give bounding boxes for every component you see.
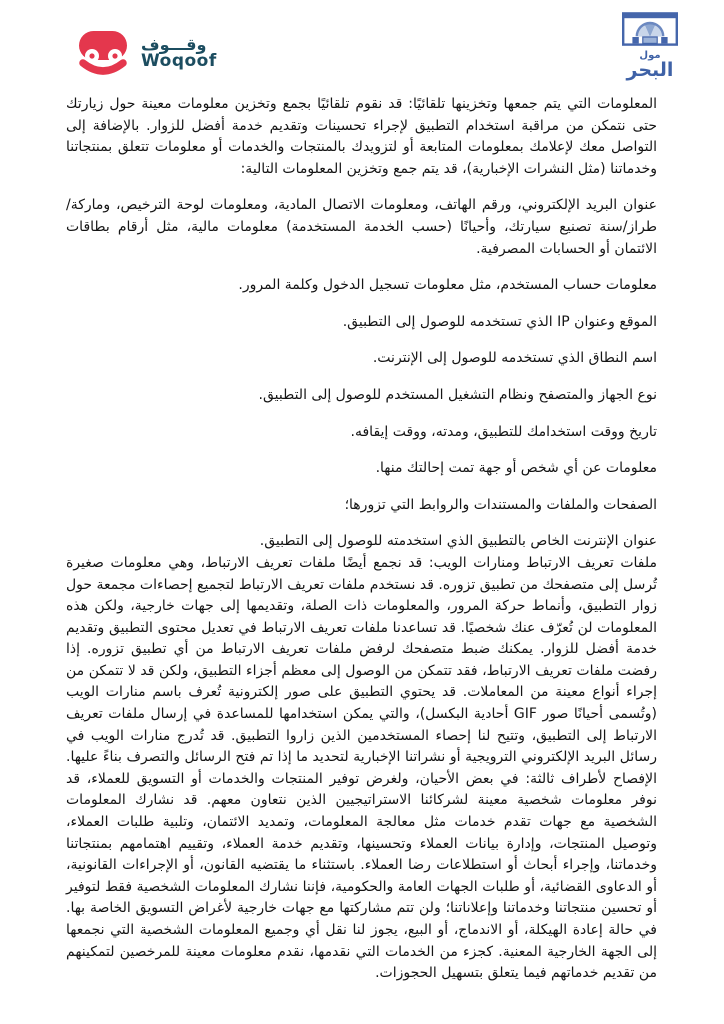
woqoof-logo xyxy=(74,26,217,82)
woqoof-arabic-label: وقـــوف xyxy=(141,34,207,54)
woqoof-latin-label: Woqoof xyxy=(141,51,217,72)
woqoof-car-icon xyxy=(74,26,132,82)
paragraph-domain-name: اسم النطاق الذي تستخدمه للوصول إلى الإنترنت. xyxy=(372,350,657,367)
paragraph-ip-address: الموقع وعنوان IP الذي تستخدمه للوصول إلى التطبيق. xyxy=(342,313,657,330)
bahr-mall-logo xyxy=(612,12,688,80)
paragraph-app-internet-address: عنوان الإنترنت الخاص بالتطبيق الذي استخدمته للوصول إلى التطبيق. xyxy=(259,533,657,550)
paragraph-cookies-and-disclosure: ملفات تعريف الارتباط ومنارات الويب: قد نجمع أيضًا ملفات تعريف الارتباط، وهي معلومات صغيرة تُرسل إلى متصفحك من تطبيق تزوره. قد نستخدم ملفات تعريف الارتباط لتجميع إحصاءات مجمعة حول زوار التطبيق، وأنماط حركة المرور، والمعلومات ذات الصلة، وتقديمها إلى جهات خارجية، ولكن هذه المعلومات لن تُعرّف عنك شخصيًا. قد تساعدنا ملفات تعريف الارتباط في تعديل محتوى التطبيق وتقديم خدمة أفضل للزوار. يمكنك ضبط متصفحك لرفض ملفات تعريف الارتباط من أي تطبيق تزوره. إذا رفضت ملفات تعريف الارتباط، فقد تتمكن من الوصول إلى معظم أجزاء التطبيق، ولكن قد لا تتمكن من إجراء أنواع معينة من المعاملات. قد يحتوي التطبيق على صور إلكترونية تُعرف باسم منارات الويب (وتُسمى أحيانًا صور GIF أحادية البكسل)، والتي يمكن استخدامها للمساعدة في إرسال ملفات تعريف الارتباط إلى التطبيق، وتتيح لنا إحصاء المستخدمين الذين زاروا التطبيق. قد تُدرج منارات الويب في رسائل البريد الإلكتروني الترويجية أو نشراتنا الإخبارية لتحديد ما إذا تم فتح الرسائل والتصرف بناءً عليها. الإفصاح لأطراف ثالثة: في بعض الأحيان، ولغرض توفير المنتجات والخدمات أو التسويق للعملاء، قد نوفر معلومات شخصية معينة لشركائنا الاستراتيجيين الذين نتعاون معهم. قد نشارك المعلومات الشخصية مع جهات تقدم خدمات مثل معالجة المعلومات، وتمديد الائتمان، وتلبية طلبات العملاء، وتوصيل المنتجات، وإدارة بيانات العملاء وتحسينها، وتقديم خدمة العملاء، وتقييم اهتمامهم بمنتجاتنا وخدماتنا، وإجراء أبحاث أو استطلاعات رضا العملاء. باستثناء ما يقتضيه القانون، أو الإجراءات القانونية، أو الدعاوى القضائية، أو طلبات الجهات العامة والحكومية، فإننا نشارك المعلومات الشخصية فقط لتوفير أو تحسين منتجاتنا وخدماتنا وإعلاناتنا؛ ولن تتم مشاركتها مع جهات خارجية لأغراض التسويق الخاصة بها. في حالة إعادة الهيكلة، أو الاندماج، أو البيع، يجوز لنا نقل أي وجميع المعلومات الشخصية التي نجمعها إلى الجهة الخارجية المعنية. كجزء من الخدمات التي نقدمها، نقدم معلومات معينة للمرخصين لتمكينهم من تقديم خدماتهم فيما يتعلق بتسهيل الحجوزات. xyxy=(66,554,657,982)
mall-facade-icon xyxy=(622,12,678,50)
paragraph-usage-time: تاريخ ووقت استخدامك للتطبيق، ومدته، ووقت إيقافه. xyxy=(350,423,657,440)
woqoof-wordmark xyxy=(141,34,217,72)
paragraph-pages-visited: الصفحات والملفات والمستندات والروابط التي تزورها؛ xyxy=(344,496,657,513)
mall-wordmark xyxy=(627,51,674,80)
paragraph-referrer: معلومات عن أي شخص أو جهة تمت إحالتك منها. xyxy=(375,460,657,477)
paragraph-contact-info: عنوان البريد الإلكتروني، ورقم الهاتف، ومعلومات الاتصال المادية، ومعلومات لوحة الترخيص، وماركة/طراز/سنة تصنيع سيارتك، وأحيانًا (حسب الخدمة المستخدمة) معلومات مالية، مثل أرقام بطاقات الائتمان أو الحسابات المصرفية. xyxy=(66,197,657,257)
paragraph-device-browser: نوع الجهاز والمتصفح ونظام التشغيل المستخدم للوصول إلى التطبيق. xyxy=(258,386,657,403)
policy-text-body xyxy=(66,94,657,1000)
mall-name-line1: مول xyxy=(639,50,661,61)
paragraph-auto-collection: المعلومات التي يتم جمعها وتخزينها تلقائيًا: قد نقوم تلقائيًا بجمع وتخزين معلومات معينة حول زيارتك حتى نتمكن من مراقبة استخدام التطبيق لإجراء تحسينات وتقديم خدمة أفضل للزوار. بالإضافة إلى التواصل معك لإعلامك بمعلومات المتابعة أو لتزويدك بالمنتجات والخدمات أو معلومات تتعلق بمنتجاتنا وخدماتنا (مثل النشرات الإخبارية)، قد يتم جمع وتخزين المعلومات التالية: xyxy=(66,96,657,177)
mall-name-line2: البحر xyxy=(626,59,674,81)
paragraph-account-info: معلومات حساب المستخدم، مثل معلومات تسجيل الدخول وكلمة المرور. xyxy=(238,277,657,294)
